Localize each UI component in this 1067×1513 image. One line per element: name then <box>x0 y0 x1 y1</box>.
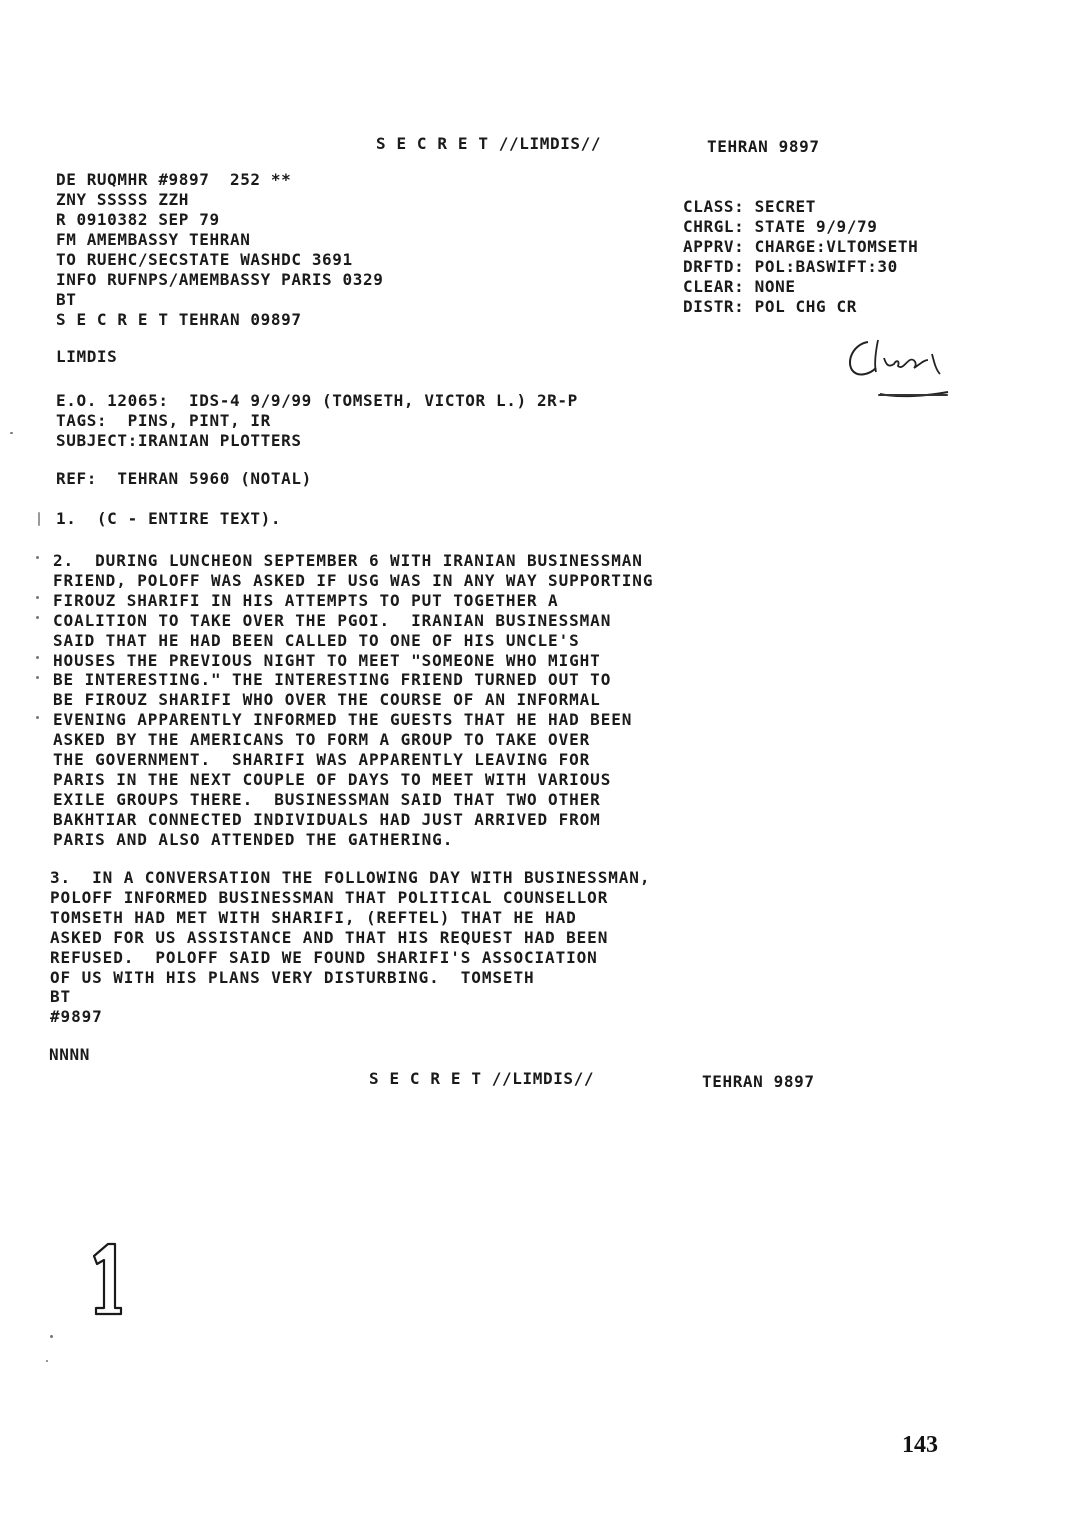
paragraph-line: THE GOVERNMENT. SHARIFI WAS APPARENTLY LEAVING FOR <box>53 750 591 770</box>
routing-block <box>56 170 383 330</box>
paragraph-line: BT <box>50 987 72 1007</box>
routing-line: DE RUQMHR #9897 252 ** <box>56 170 292 189</box>
paragraph-line: #9897 <box>50 1007 103 1027</box>
paragraph-line: 2. DURING LUNCHEON SEPTEMBER 6 WITH IRANIAN BUSINESSMAN <box>53 551 643 570</box>
scan-speck <box>878 394 948 396</box>
reference-line: REF: TEHRAN 5960 (NOTAL) <box>56 469 312 488</box>
meta-line: TAGS: PINS, PINT, IR <box>56 411 271 430</box>
header-classification-marking: S E C R E T //LIMDIS// <box>376 134 602 153</box>
handwritten-initials <box>840 330 960 410</box>
control-line: CLEAR: NONE <box>683 277 796 296</box>
header-classification-ref: TEHRAN 9897 <box>707 137 820 156</box>
routing-line: S E C R E T TEHRAN 09897 <box>56 310 302 329</box>
control-block <box>683 197 918 317</box>
paragraph-line: ASKED BY THE AMERICANS TO FORM A GROUP TO TAKE OVER <box>53 730 591 750</box>
paragraph-line: REFUSED. POLOFF SAID WE FOUND SHARIFI'S ASSOCIATION <box>50 947 598 967</box>
scan-speck <box>36 556 39 559</box>
paragraph-line: COALITION TO TAKE OVER THE PGOI. IRANIAN BUSINESSMAN <box>53 610 612 630</box>
scan-speck <box>36 616 39 619</box>
caption-limdis: LIMDIS <box>56 347 118 366</box>
meta-line: SUBJECT:IRANIAN PLOTTERS <box>56 431 302 450</box>
handwritten-annotation-mark <box>88 1238 128 1318</box>
control-line: CLASS: SECRET <box>683 197 817 216</box>
meta-block <box>56 391 578 451</box>
paragraph-line: ASKED FOR US ASSISTANCE AND THAT HIS REQUEST HAD BEEN <box>50 927 609 947</box>
routing-line: R 0910382 SEP 79 <box>56 210 220 229</box>
paragraph-line: PARIS IN THE NEXT COUPLE OF DAYS TO MEET WITH VARIOUS <box>53 769 612 789</box>
paragraph-line: EVENING APPARENTLY INFORMED THE GUESTS THAT HE HAD BEEN <box>53 710 633 730</box>
control-line: APPRV: CHARGE:VLTOMSETH <box>683 237 919 256</box>
page-number: 143 <box>902 1432 938 1458</box>
end-marker: NNNN <box>49 1045 90 1064</box>
routing-line: BT <box>56 290 77 309</box>
paragraph-line: BE FIROUZ SHARIFI WHO OVER THE COURSE OF AN INFORMAL <box>53 690 601 710</box>
paragraph-2 <box>53 551 653 850</box>
scan-speck <box>36 656 39 659</box>
control-line: DRFTD: POL:BASWIFT:30 <box>683 257 898 276</box>
scan-speck <box>36 716 39 719</box>
paragraph-line: HOUSES THE PREVIOUS NIGHT TO MEET "SOMEONE WHO MIGHT <box>53 650 601 670</box>
paragraph-1: 1. (C - ENTIRE TEXT). <box>56 509 282 528</box>
paragraph-line: FRIEND, POLOFF WAS ASKED IF USG WAS IN ANY WAY SUPPORTING <box>53 570 654 590</box>
scan-speck <box>38 512 40 526</box>
routing-line: TO RUEHC/SECSTATE WASHDC 3691 <box>56 250 353 269</box>
routing-line: FM AMEMBASSY TEHRAN <box>56 230 251 249</box>
scan-speck <box>36 676 39 679</box>
paragraph-line: POLOFF INFORMED BUSINESSMAN THAT POLITICAL COUNSELLOR <box>50 887 609 907</box>
meta-line: E.O. 12065: IDS-4 9/9/99 (TOMSETH, VICTOR L.) 2R-P <box>56 391 578 410</box>
scan-speck <box>10 432 13 434</box>
paragraph-line: 3. IN A CONVERSATION THE FOLLOWING DAY WITH BUSINESSMAN, <box>50 868 651 887</box>
paragraph-line: BAKHTIAR CONNECTED INDIVIDUALS HAD JUST ARRIVED FROM <box>53 809 601 829</box>
routing-line: ZNY SSSSS ZZH <box>56 190 190 209</box>
routing-line: INFO RUFNPS/AMEMBASSY PARIS 0329 <box>56 270 384 289</box>
paragraph-line: OF US WITH HIS PLANS VERY DISTURBING. TOMSETH <box>50 967 535 987</box>
paragraph-3 <box>50 868 650 1027</box>
paragraph-line: EXILE GROUPS THERE. BUSINESSMAN SAID THAT TWO OTHER <box>53 789 601 809</box>
paragraph-line: TOMSETH HAD MET WITH SHARIFI, (REFTEL) THAT HE HAD <box>50 907 577 927</box>
paragraph-line: SAID THAT HE HAD BEEN CALLED TO ONE OF HIS UNCLE'S <box>53 630 580 650</box>
scan-speck <box>46 1360 48 1362</box>
paragraph-line: PARIS AND ALSO ATTENDED THE GATHERING. <box>53 829 454 849</box>
paragraph-line: FIROUZ SHARIFI IN HIS ATTEMPTS TO PUT TOGETHER A <box>53 590 559 610</box>
footer-classification-marking: S E C R E T //LIMDIS// <box>369 1069 595 1088</box>
scan-speck <box>36 596 39 599</box>
control-line: CHRGL: STATE 9/9/79 <box>683 217 878 236</box>
footer-classification-ref: TEHRAN 9897 <box>702 1072 815 1091</box>
control-line: DISTR: POL CHG CR <box>683 297 857 316</box>
scan-speck <box>50 1335 53 1338</box>
paragraph-line: BE INTERESTING." THE INTERESTING FRIEND TURNED OUT TO <box>53 670 612 690</box>
